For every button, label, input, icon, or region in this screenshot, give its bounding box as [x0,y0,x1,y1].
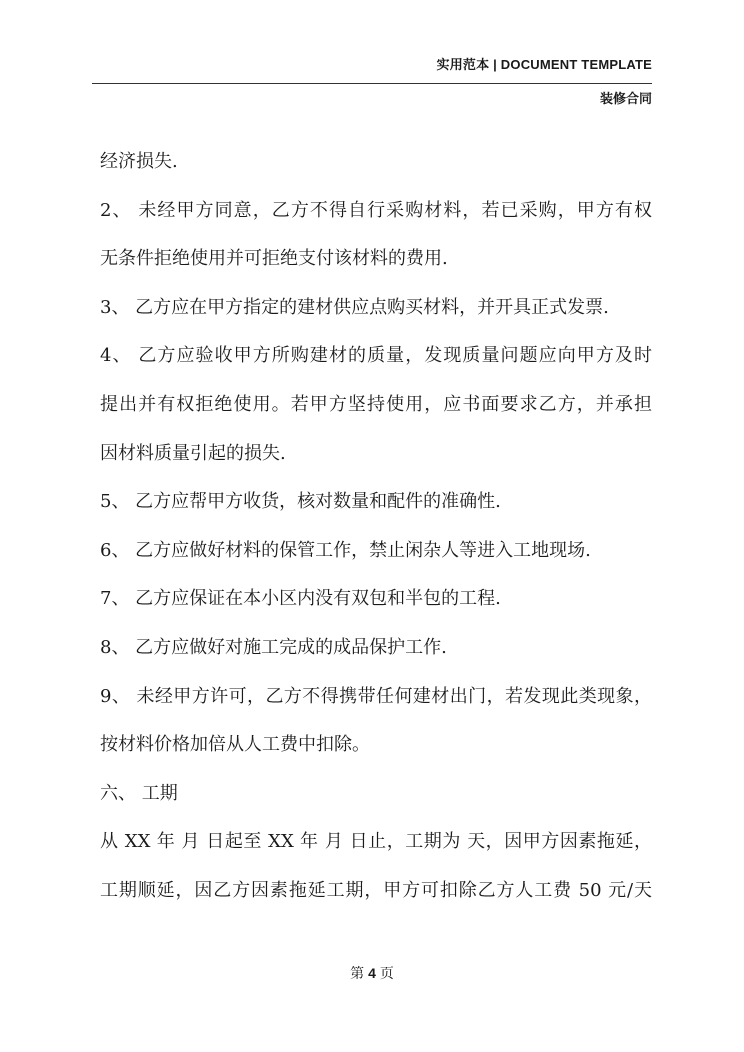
header-subtitle: 装修合同 [599,91,652,106]
text-line: 8、 乙方应做好对施工完成的成品保护工作. [100,636,447,658]
text-line: 2、 未经甲方同意，乙方不得自行采购材料，若已采购，甲方有权 [100,199,652,221]
text-line: 6、 乙方应做好材料的保管工作，禁止闲杂人等进入工地现场. [100,539,591,561]
text-line: 无条件拒绝使用并可拒绝支付该材料的费用. [100,248,448,270]
text-line: 5、 乙方应帮甲方收货，核对数量和配件的准确性. [100,491,501,513]
text-line: 因材料质量引起的损失. [100,442,286,464]
text-line: 提出并有权拒绝使用。若甲方坚持使用，应书面要求乙方，并承担 [100,393,652,415]
page-footer [0,963,744,983]
text-line: 7、 乙方应保证在本小区内没有双包和半包的工程. [100,588,501,610]
page-number: 4 [368,965,376,981]
text-line: 4、 乙方应验收甲方所购建材的质量，发现质量问题应向甲方及时 [100,345,652,367]
text-line: 从 XX 年 月 日起至 XX 年 月 日止，工期为 天，因甲方因素拖延， [100,831,652,853]
document-body [100,138,652,916]
section-heading: 六、 工期 [100,782,178,804]
text-line: 9、 未经甲方许可，乙方不得携带任何建材出门，若发现此类现象， [100,685,652,707]
footer-prefix: 第 [350,966,365,982]
text-line: 工期顺延，因乙方因素拖延工期，甲方可扣除乙方人工费 50 元/天 [100,879,652,901]
text-line: 按材料价格加倍从人工费中扣除。 [100,734,370,756]
footer-suffix: 页 [379,966,394,982]
header-title: 实用范本 | DOCUMENT TEMPLATE [436,57,652,72]
text-line: 经济损失. [100,151,178,172]
text-line: 3、 乙方应在甲方指定的建材供应点购买材料，并开具正式发票. [100,296,609,318]
header-divider [92,83,652,84]
